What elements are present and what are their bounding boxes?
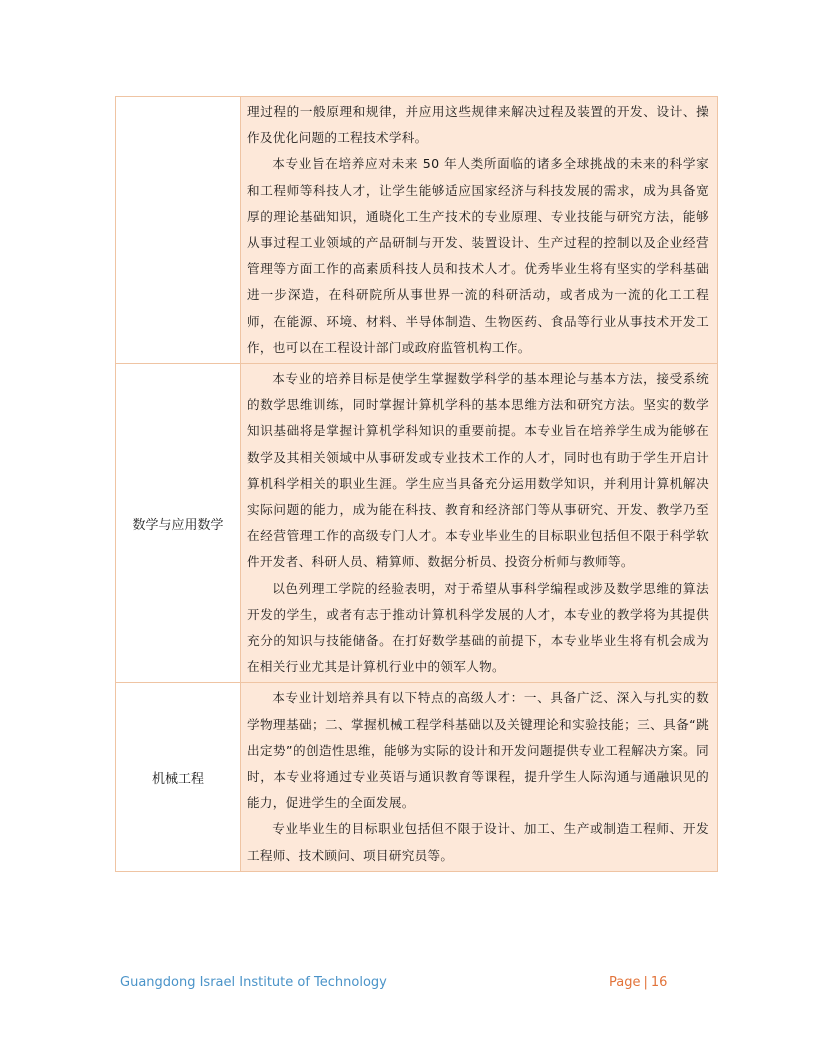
program-description-cell <box>241 683 718 871</box>
footer-institution: Guangdong Israel Institute of Technology <box>120 975 387 990</box>
program-name-cell: 数学与应用数学 <box>116 364 241 683</box>
description-paragraph: 理过程的一般原理和规律，并应用这些规律来解决过程及装置的开发、设计、操作及优化问题的工程技术学科。 <box>247 104 709 146</box>
table-row <box>116 97 718 364</box>
table-row <box>116 683 718 871</box>
footer-page-indicator <box>609 975 667 990</box>
description-paragraph: 专业毕业生的目标职业包括但不限于设计、加工、生产或制造工程师、开发工程师、技术顾问、项目研究员等。 <box>247 821 709 863</box>
description-paragraph: 以色列理工学院的经验表明，对于希望从事科学编程或涉及数学思维的算法开发的学生，或者有志于推动计算机科学发展的人才，本专业的教学将为其提供充分的知识与技能储备。在打好数学基础的前提下，本专业毕业生将有机会成为在相关行业尤其是计算机行业中的领军人物。 <box>247 580 709 675</box>
program-name-cell: 机械工程 <box>116 683 241 871</box>
footer-page-label: Page <box>609 975 641 990</box>
program-description-cell <box>241 97 718 364</box>
description-paragraph: 本专业计划培养具有以下特点的高级人才：一、具备广泛、深入与扎实的数学物理基础；二、掌握机械工程学科基础以及关键理论和实验技能；三、具备“跳出定势”的创造性思维，能够为实际的设计和开发问题提供专业工程解决方案。同时，本专业将通过专业英语与通识教育等课程，提升学生人际沟通与通融识见的能力，促进学生的全面发展。 <box>247 690 709 811</box>
program-name-cell <box>116 97 241 364</box>
program-table <box>115 96 718 872</box>
footer-page-number: 16 <box>650 975 668 990</box>
table-row <box>116 364 718 683</box>
program-description-cell <box>241 364 718 683</box>
description-paragraph: 本专业旨在培养应对未来 50 年人类所面临的诸多全球挑战的未来的科学家和工程师等科技人才，让学生能够适应国家经济与科技发展的需求，成为具备宽厚的理论基础知识，通晓化工生产技术的专业原理、专业技能与研究方法，能够从事过程工业领域的产品研制与开发、装置设计、生产过程的控制以及企业经营管理等方面工作的高素质科技人员和技术人才。优秀毕业生将有坚实的学科基础进一步深造，在科研院所从事世界一流的科研活动，或者成为一流的化工工程师，在能源、环境、材料、半导体制造、生物医药、食品等行业从事技术开发工作，也可以在工程设计部门或政府监管机构工作。 <box>247 156 709 355</box>
description-paragraph: 本专业的培养目标是使学生掌握数学科学的基本理论与基本方法，接受系统的数学思维训练，同时掌握计算机学科的基本思维方法和研究方法。坚实的数学知识基础将是掌握计算机学科知识的重要前提。本专业旨在培养学生成为能够在数学及其相关领域中从事研发或专业技术工作的人才，同时也有助于学生开启计算机科学相关的职业生涯。学生应当具备充分运用数学知识，并利用计算机解决实际问题的能力，成为能在科技、教育和经济部门等从事研究、开发、教学乃至在经营管理工作的高级专门人才。本专业毕业生的目标职业包括但不限于科学软件开发者、科研人员、精算师、数据分析员、投资分析师与教师等。 <box>247 371 709 570</box>
footer-separator: | <box>643 975 648 990</box>
